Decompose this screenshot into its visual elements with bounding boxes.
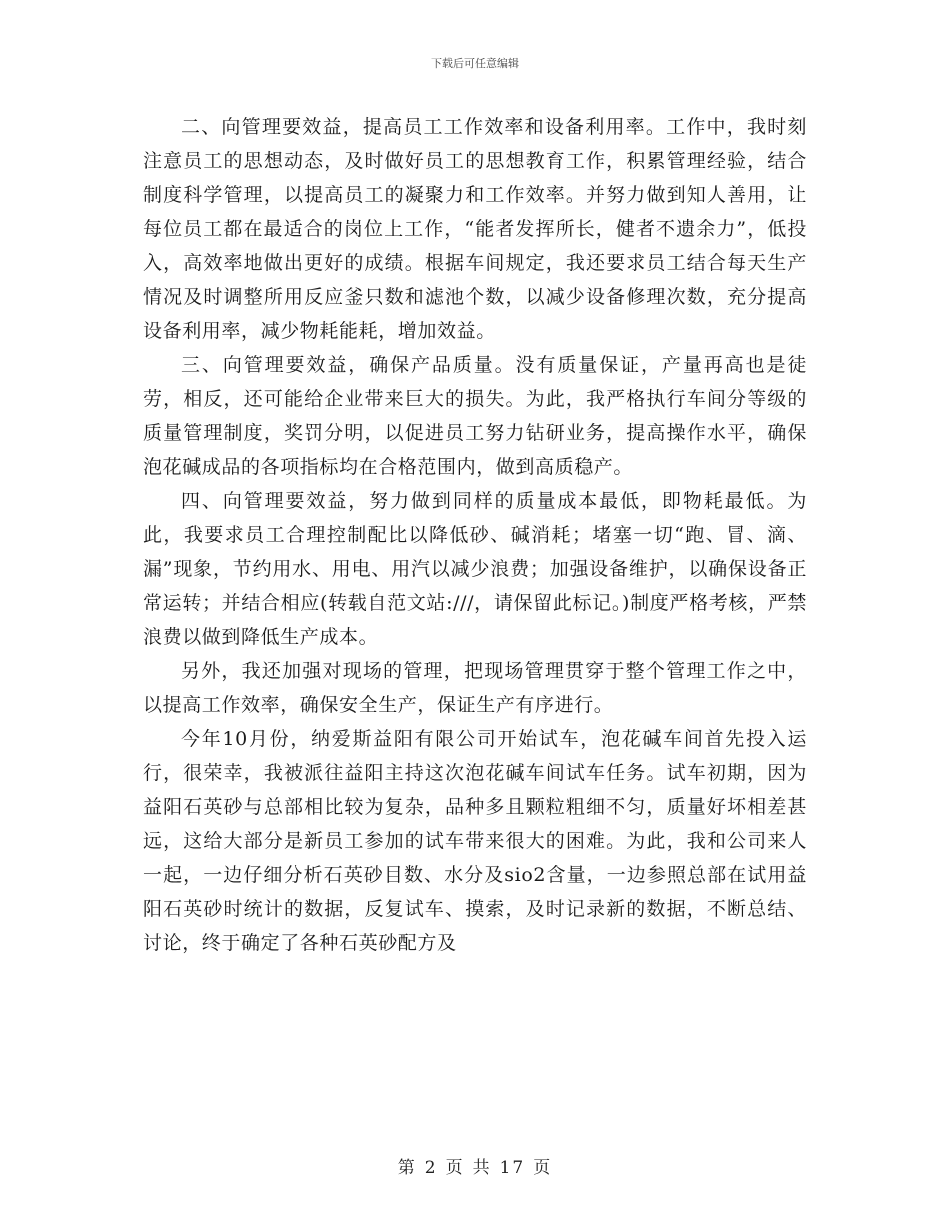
header-note: 下载后可任意编辑 — [431, 57, 519, 70]
paragraph: 今年10月份，纳爱斯益阳有限公司开始试车，泡花碱车间首先投入运行，很荣幸，我被派往益阳主持这次泡花碱车间试车任务。试车初期，因为益阳石英砂与总部相比较为复杂，品种多且颗粒粗细不匀，质量好坏相差甚远，这给大部分是新员工参加的试车带来很大的困难。为此，我和公司来人一起，一边仔细分析石英砂目数、水分及sio2含量，一边参照总部在试用益阳石英砂时统计的数据，反复试车、摸索，及时记录新的数据，不断总结、讨论，终于确定了各种石英砂配方及 — [143, 728, 807, 954]
footer-total-label: 共 — [472, 1158, 492, 1178]
footer-prefix: 第 — [397, 1158, 417, 1178]
paragraph: 另外，我还加强对现场的管理，把现场管理贯穿于整个管理工作之中，以提高工作效率，确保安全生产，保证生产有序进行。 — [143, 660, 807, 716]
footer-total-unit: 页 — [533, 1158, 553, 1178]
page-number: 2 — [424, 1158, 438, 1178]
paragraph: 四、向管理要效益，努力做到同样的质量成本最低，即物耗最低。为此，我要求员工合理控制配比以降低砂、碱消耗；堵塞一切“跑、冒、滴、漏”现象，节约用水、用电、用汽以减少浪费；加强设备维护，以确保设备正常运转；并结合相应(转载自范文站:///，请保留此标记。)制度严格考核，严禁浪费以做到降低生产成本。 — [143, 490, 807, 648]
total-pages: 17 — [499, 1158, 526, 1178]
paragraph: 二、向管理要效益，提高员工工作效率和设备利用率。工作中，我时刻注意员工的思想动态，及时做好员工的思想教育工作，积累管理经验，结合制度科学管理，以提高员工的凝聚力和工作效率。并努力做到知人善用，让每位员工都在最适合的岗位上工作，“能者发挥所长，健者不遗余力”，低投入，高效率地做出更好的成绩。根据车间规定，我还要求员工结合每天生产情况及时调整所用反应釜只数和滤池个数，以减少设备修理次数，充分提高设备利用率，减少物耗能耗，增加效益。 — [143, 116, 807, 342]
footer-page-unit: 页 — [445, 1158, 465, 1178]
paragraph: 三、向管理要效益，确保产品质量。没有质量保证，产量再高也是徒劳，相反，还可能给企业带来巨大的损失。为此，我严格执行车间分等级的质量管理制度，奖罚分明，以促进员工努力钻研业务，提高操作水平，确保泡花碱成品的各项指标均在合格范围内，做到高质稳产。 — [143, 354, 807, 478]
document-body — [143, 110, 807, 960]
page-footer — [0, 1153, 950, 1178]
